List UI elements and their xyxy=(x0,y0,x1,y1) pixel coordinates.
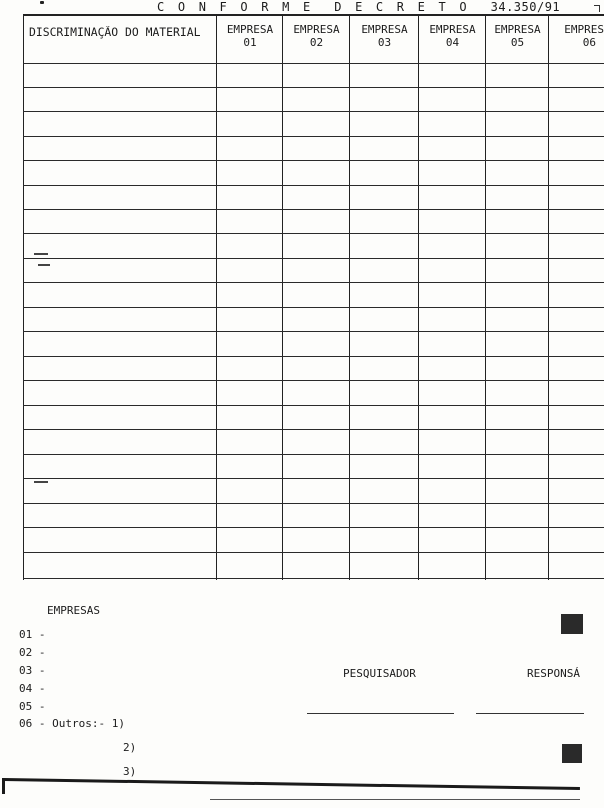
row-line xyxy=(23,111,604,112)
responsavel-label: RESPONSÁ xyxy=(527,667,580,680)
header-empresa-06 xyxy=(550,23,604,49)
document-title xyxy=(157,0,560,14)
row-line xyxy=(23,478,604,479)
header-empresa-label: EMPRES xyxy=(564,23,604,36)
header-empresa-label: EMPRESA xyxy=(494,23,541,36)
row-line xyxy=(23,87,604,88)
material-table xyxy=(23,14,604,580)
corner-mark xyxy=(594,5,600,12)
punch-hole-mark xyxy=(561,614,583,634)
empresas-title: EMPRESAS xyxy=(47,604,100,617)
row-line xyxy=(23,454,604,455)
row-line xyxy=(23,503,604,504)
row-line xyxy=(23,136,604,137)
pesquisador-label: PESQUISADOR xyxy=(343,667,416,680)
header-empresa-number: 04 xyxy=(445,36,460,49)
header-empresa-label: EMPRESA xyxy=(361,23,408,36)
row-line xyxy=(23,331,604,332)
empresa-line-06-outros: 06 - Outros:- 1) xyxy=(19,717,125,730)
header-discriminacao: DISCRIMINAÇÃO DO MATERIAL xyxy=(29,26,201,39)
outros-item-2: 2) xyxy=(123,741,137,754)
row-line xyxy=(23,258,604,259)
header-empresa-number: 02 xyxy=(309,36,324,49)
header-empresa-number: 03 xyxy=(377,36,392,49)
header-empresa-label: EMPRESA xyxy=(429,23,476,36)
row-line xyxy=(23,233,604,234)
row-line xyxy=(23,185,604,186)
row-line xyxy=(23,209,604,210)
empresa-line-01: 01 - xyxy=(19,628,46,641)
row-line xyxy=(23,380,604,381)
scan-edge-line xyxy=(4,778,580,790)
header-empresa-01 xyxy=(218,23,282,49)
row-line xyxy=(23,552,604,553)
scan-mark xyxy=(34,253,48,255)
header-empresa-02 xyxy=(284,23,349,49)
responsavel-signature-line xyxy=(476,713,584,714)
header-empresa-03 xyxy=(351,23,418,49)
row-line xyxy=(23,307,604,308)
empresa-line-02: 02 - xyxy=(19,646,46,659)
scan-mark xyxy=(34,481,48,483)
table-bottom-line xyxy=(23,578,604,579)
row-line xyxy=(23,405,604,406)
header-empresa-label: EMPRESA xyxy=(226,23,274,36)
decree-number: 34.350/91 xyxy=(490,0,561,14)
header-empresa-number: 06 xyxy=(582,36,596,49)
scan-speck xyxy=(40,1,44,4)
row-line xyxy=(23,356,604,357)
header-empresa-04 xyxy=(420,23,485,49)
scan-mark xyxy=(38,264,50,266)
row-line xyxy=(23,160,604,161)
header-empresa-number: 01 xyxy=(243,36,257,49)
title-conforme: C O N F O R M E xyxy=(157,0,314,14)
header-empresa-label: EMPRESA xyxy=(293,23,340,36)
header-empresa-number: 05 xyxy=(510,36,525,49)
title-decreto: D E C R E T O xyxy=(334,0,470,14)
row-line xyxy=(23,429,604,430)
scan-bottom-line xyxy=(210,799,580,800)
empresa-line-04: 04 - xyxy=(19,682,46,695)
outros-item-3: 3) xyxy=(123,765,137,778)
empresa-line-03: 03 - xyxy=(19,664,46,677)
table-body xyxy=(23,63,604,580)
pesquisador-signature-line xyxy=(307,713,454,714)
row-line xyxy=(23,282,604,283)
header-empresa-05 xyxy=(487,23,548,49)
row-line xyxy=(23,527,604,528)
empresa-line-05: 05 - xyxy=(19,700,46,713)
punch-hole-mark xyxy=(562,744,582,763)
